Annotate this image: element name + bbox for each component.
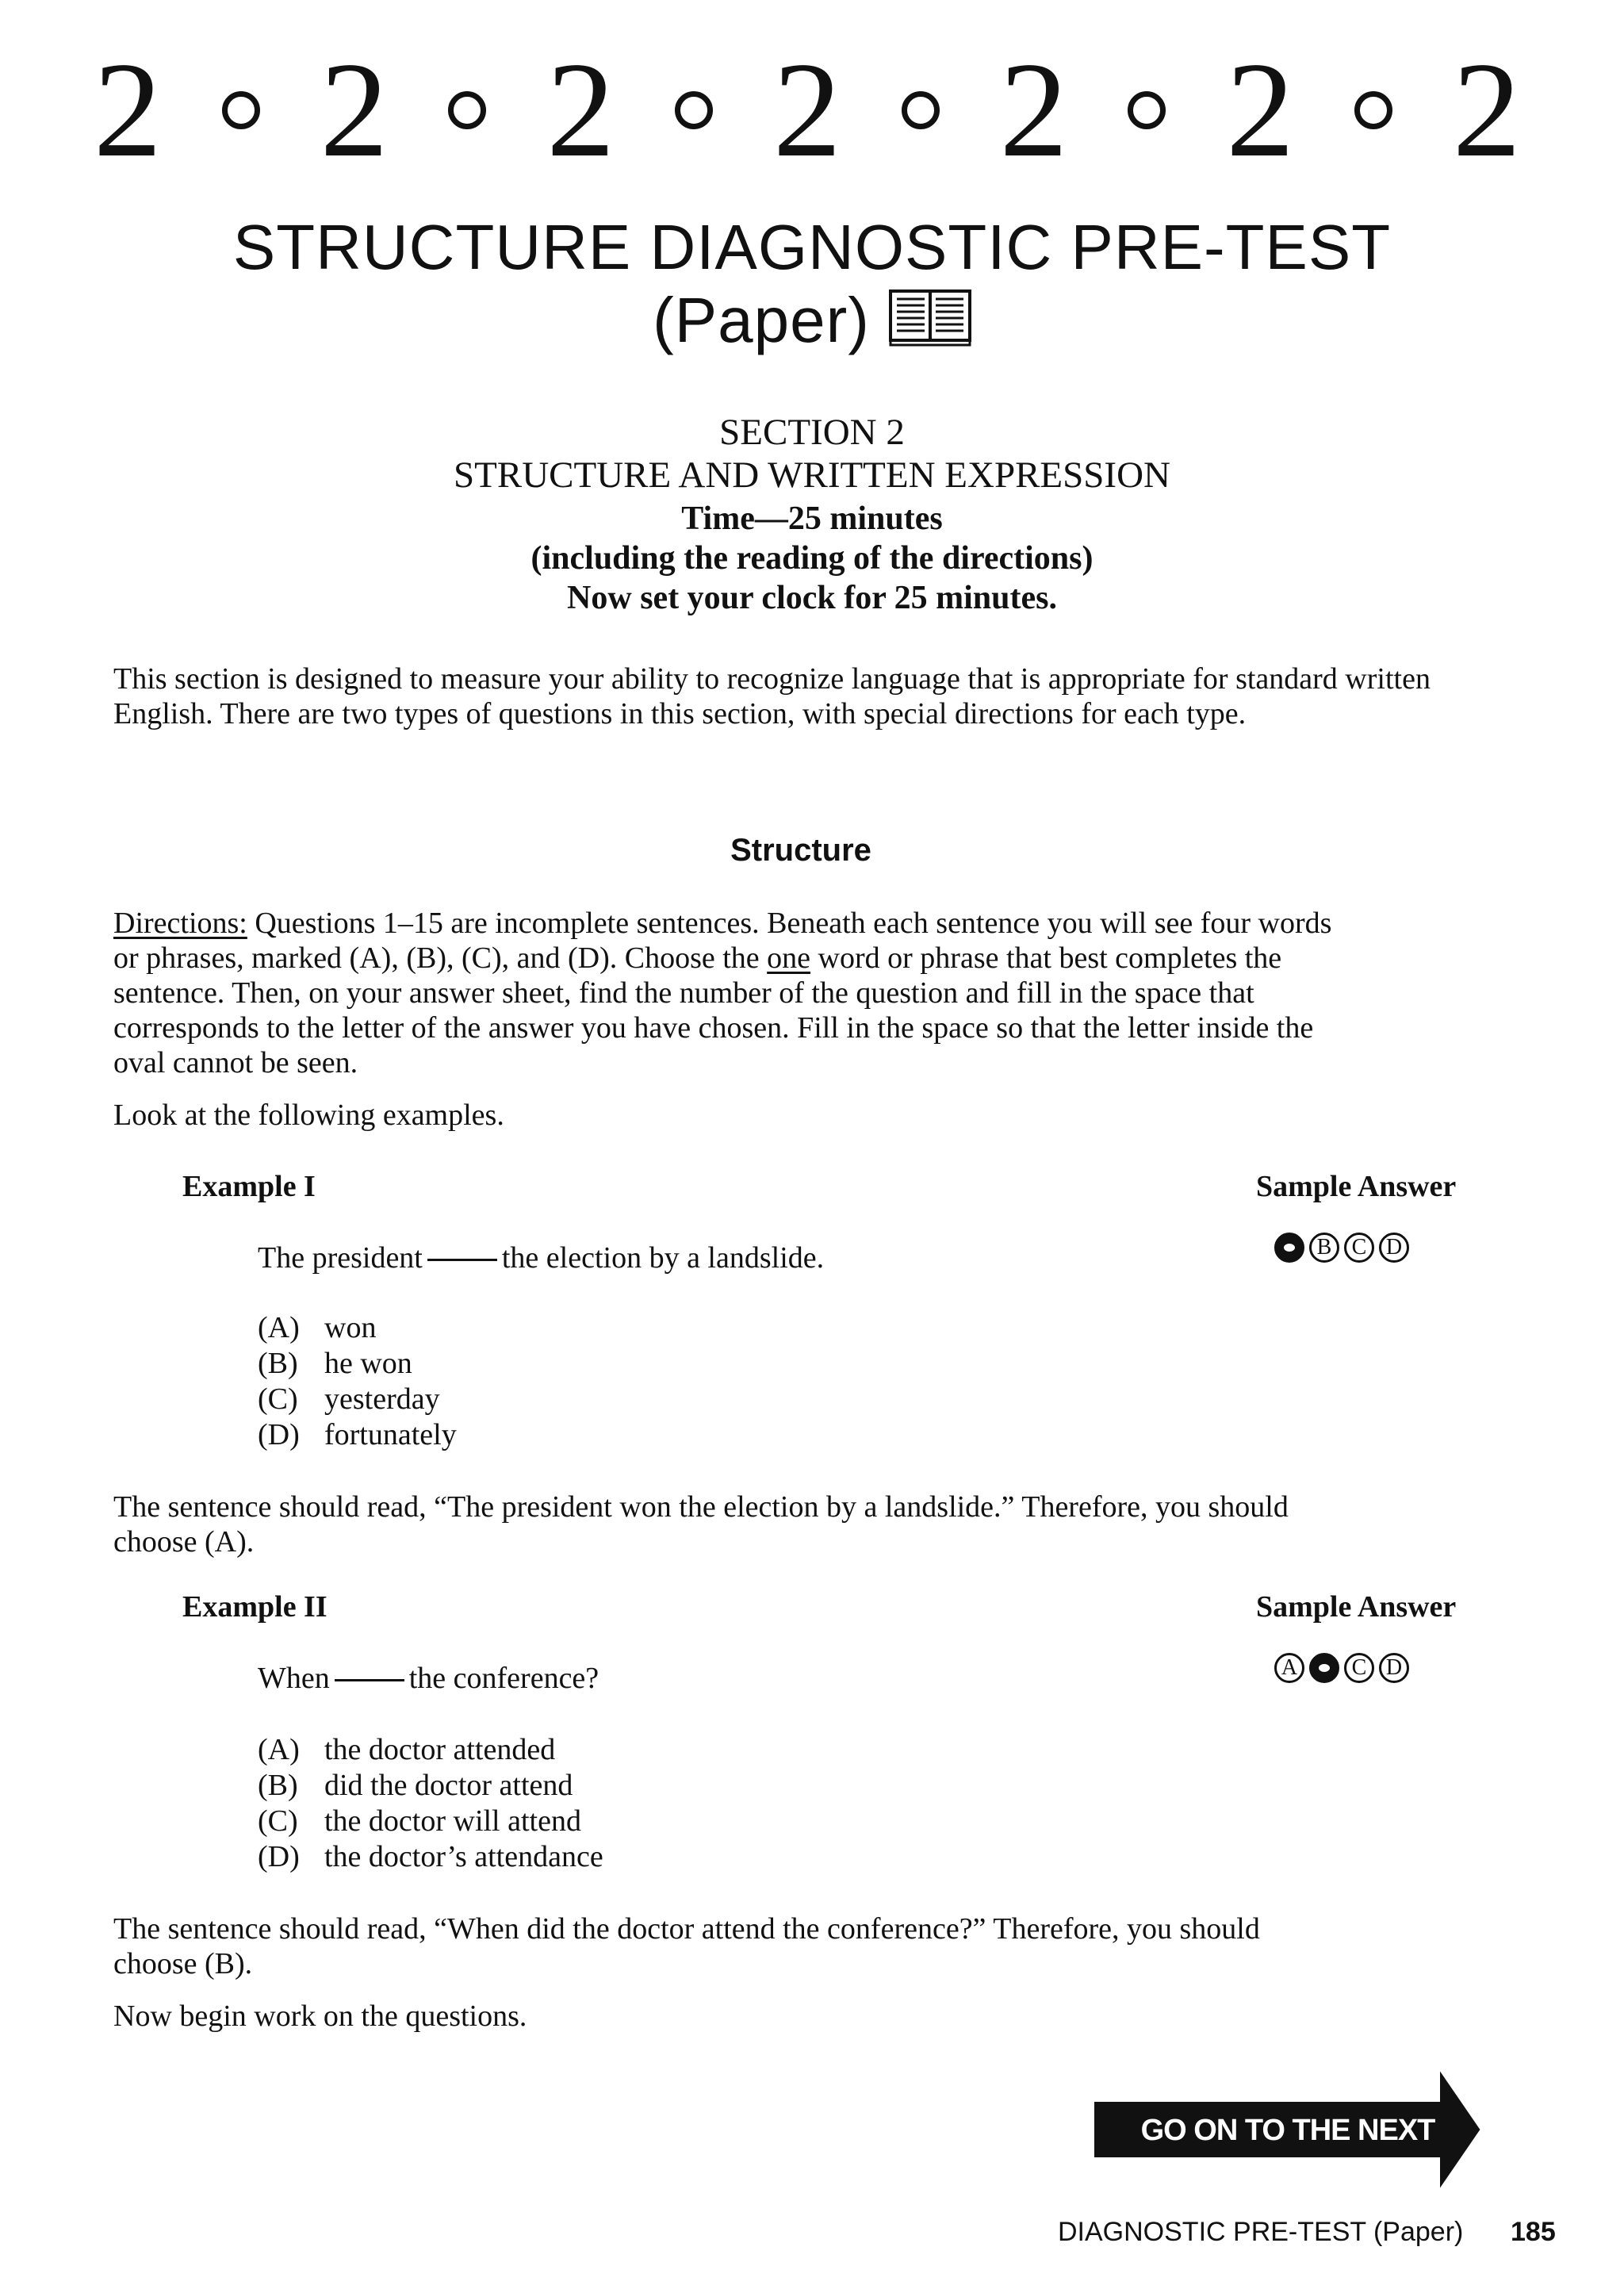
look-instruction: Look at the following examples. xyxy=(113,1098,504,1132)
section-time-note: (including the reading of the directions) xyxy=(530,540,1094,577)
banner-digit: 2 xyxy=(1452,35,1521,186)
choice-text: the doctor will attend xyxy=(324,1804,581,1838)
page-title: STRUCTURE DIAGNOSTIC PRE-TEST xyxy=(232,212,1392,282)
go-next-page-arrow xyxy=(1093,2070,1481,2189)
running-title: DIAGNOSTIC PRE-TEST (Paper) xyxy=(1058,2217,1464,2247)
choice-letter: (A) xyxy=(258,1733,300,1766)
choice-text: yesterday xyxy=(324,1382,440,1416)
example-1-sentence: The president the election by a landslide. xyxy=(258,1241,825,1275)
intro-paragraph: This section is designed to measure your ability to recognize language that is appropriate for standard written English. There are two types of questions in this section, with special directions for each type. xyxy=(113,662,1431,730)
banner-digit: 2 xyxy=(546,35,615,186)
example-1-sample-label: Sample Answer xyxy=(1256,1170,1457,1203)
example-2-explanation: The sentence should read, “When did the doctor attend the conference?” Therefore, you should choose (B). xyxy=(113,1912,1260,1980)
filled-answer-oval xyxy=(1309,1653,1339,1683)
banner-circle xyxy=(222,91,260,129)
answer-choice xyxy=(258,1382,457,1417)
answer-choice xyxy=(258,1310,457,1346)
example-1-explanation: The sentence should read, “The president won the election by a landslide.” Therefore, you should choose (A). xyxy=(113,1490,1289,1559)
choice-text: won xyxy=(324,1311,377,1344)
answer-choice xyxy=(258,1417,457,1453)
example-2-label: Example II xyxy=(182,1590,327,1624)
answer-choice xyxy=(258,1768,603,1804)
clock-instruction: Now set your clock for 25 minutes. xyxy=(567,580,1057,616)
banner-circle xyxy=(448,91,486,129)
choice-text: he won xyxy=(324,1347,412,1380)
choice-text: fortunately xyxy=(324,1418,457,1451)
decorative-banner xyxy=(94,35,1521,186)
example-1-answer-ovals xyxy=(1274,1233,1409,1263)
filled-answer-oval xyxy=(1274,1233,1304,1263)
answer-blank xyxy=(427,1259,497,1261)
begin-instruction: Now begin work on the questions. xyxy=(113,2000,527,2033)
answer-choice xyxy=(258,1839,603,1875)
choice-text: the doctor’s attendance xyxy=(324,1840,603,1873)
go-next-label: GO ON TO THE NEXT PAGE xyxy=(1140,2114,1435,2188)
banner-circle xyxy=(1354,91,1392,129)
choice-letter: (D) xyxy=(258,1840,300,1873)
book-icon xyxy=(889,288,971,347)
choice-letter: (A) xyxy=(258,1311,300,1344)
answer-oval: C xyxy=(1344,1233,1374,1263)
example-1-choices xyxy=(258,1310,457,1453)
section-number: SECTION 2 xyxy=(719,412,905,453)
answer-oval: C xyxy=(1344,1653,1374,1683)
banner-digit: 2 xyxy=(999,35,1068,186)
answer-blank xyxy=(335,1679,404,1681)
example-2-answer-ovals xyxy=(1274,1653,1409,1683)
structure-heading: Structure xyxy=(730,833,871,868)
banner-circle xyxy=(675,91,713,129)
choice-text: did the doctor attend xyxy=(324,1769,573,1802)
banner-circle xyxy=(902,91,940,129)
choice-letter: (C) xyxy=(258,1804,298,1838)
banner-digit: 2 xyxy=(94,35,162,186)
banner-digit: 2 xyxy=(320,35,389,186)
example-2-sample-label: Sample Answer xyxy=(1256,1590,1457,1624)
answer-oval: B xyxy=(1309,1233,1339,1263)
choice-letter: (B) xyxy=(258,1347,298,1380)
emphasis-one: one xyxy=(767,941,811,975)
banner-digit: 2 xyxy=(1226,35,1295,186)
banner-circle xyxy=(1128,91,1166,129)
directions-label: Directions: xyxy=(113,907,247,940)
choice-text: the doctor attended xyxy=(324,1733,556,1766)
choice-letter: (B) xyxy=(258,1769,298,1802)
example-1-label: Example I xyxy=(182,1170,316,1203)
answer-choice xyxy=(258,1732,603,1768)
example-2-choices xyxy=(258,1732,603,1875)
answer-choice xyxy=(258,1804,603,1839)
answer-choice xyxy=(258,1346,457,1382)
example-2-sentence: When the conference? xyxy=(258,1662,599,1695)
choice-letter: (C) xyxy=(258,1382,298,1416)
paper-label: (Paper) xyxy=(653,285,870,355)
section-name: STRUCTURE AND WRITTEN EXPRESSION xyxy=(454,454,1170,496)
banner-digit: 2 xyxy=(772,35,841,186)
page-number: 185 xyxy=(1511,2217,1556,2247)
page-subtitle xyxy=(0,284,1624,357)
answer-oval: D xyxy=(1379,1233,1409,1263)
section-time: Time—25 minutes xyxy=(681,500,943,537)
answer-oval: D xyxy=(1379,1653,1409,1683)
answer-oval: A xyxy=(1274,1653,1304,1683)
choice-letter: (D) xyxy=(258,1418,300,1451)
directions-paragraph: Directions: Questions 1–15 are incomplete sentences. Beneath each sentence you will see four words or phrases, marked (A), (B), (C), and (D). Choose the one word or phrase that best completes the sentence. Then, on your answer sheet, find the number of the question and fill in the space that corresponds to the letter of the answer you have chosen. Fill in the space so that the letter inside the oval cannot be seen. xyxy=(113,907,1332,1079)
